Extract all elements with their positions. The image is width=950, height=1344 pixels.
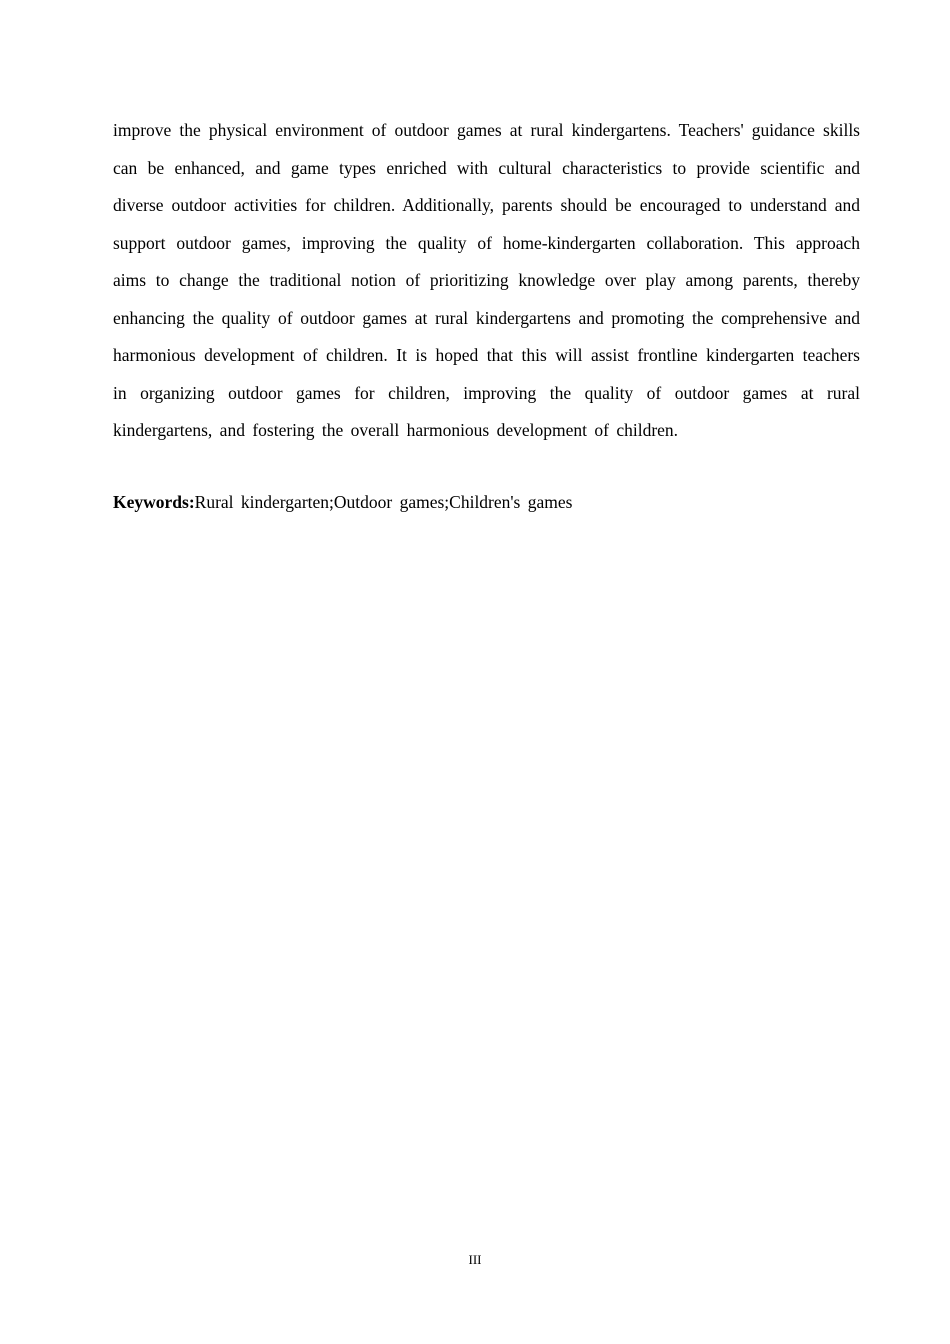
page-content — [113, 112, 860, 521]
keywords-text: Rural kindergarten;Outdoor games;Children's games — [194, 491, 573, 512]
keywords-label: Keywords: — [113, 491, 195, 512]
page-number: III — [468, 1252, 482, 1267]
keywords-line — [113, 484, 860, 522]
abstract-paragraph: improve the physical environment of outdoor games at rural kindergartens. Teachers' guidance skills can be enhanced, and game types enriched with cultural characteristics to provide scientific and diverse outdoor activities for children. Additionally, parents should be encouraged to understand and support outdoor games, improving the quality of home-kindergarten collaboration. This approach aims to change the traditional notion of prioritizing knowledge over play among parents, thereby enhancing the quality of outdoor games at rural kindergartens and promoting the comprehensive and harmonious development of children. It is hoped that this will assist frontline kindergarten teachers in organizing outdoor games for children, improving the quality of outdoor games at rural kindergartens, and fostering the overall harmonious development of children. — [113, 120, 860, 440]
